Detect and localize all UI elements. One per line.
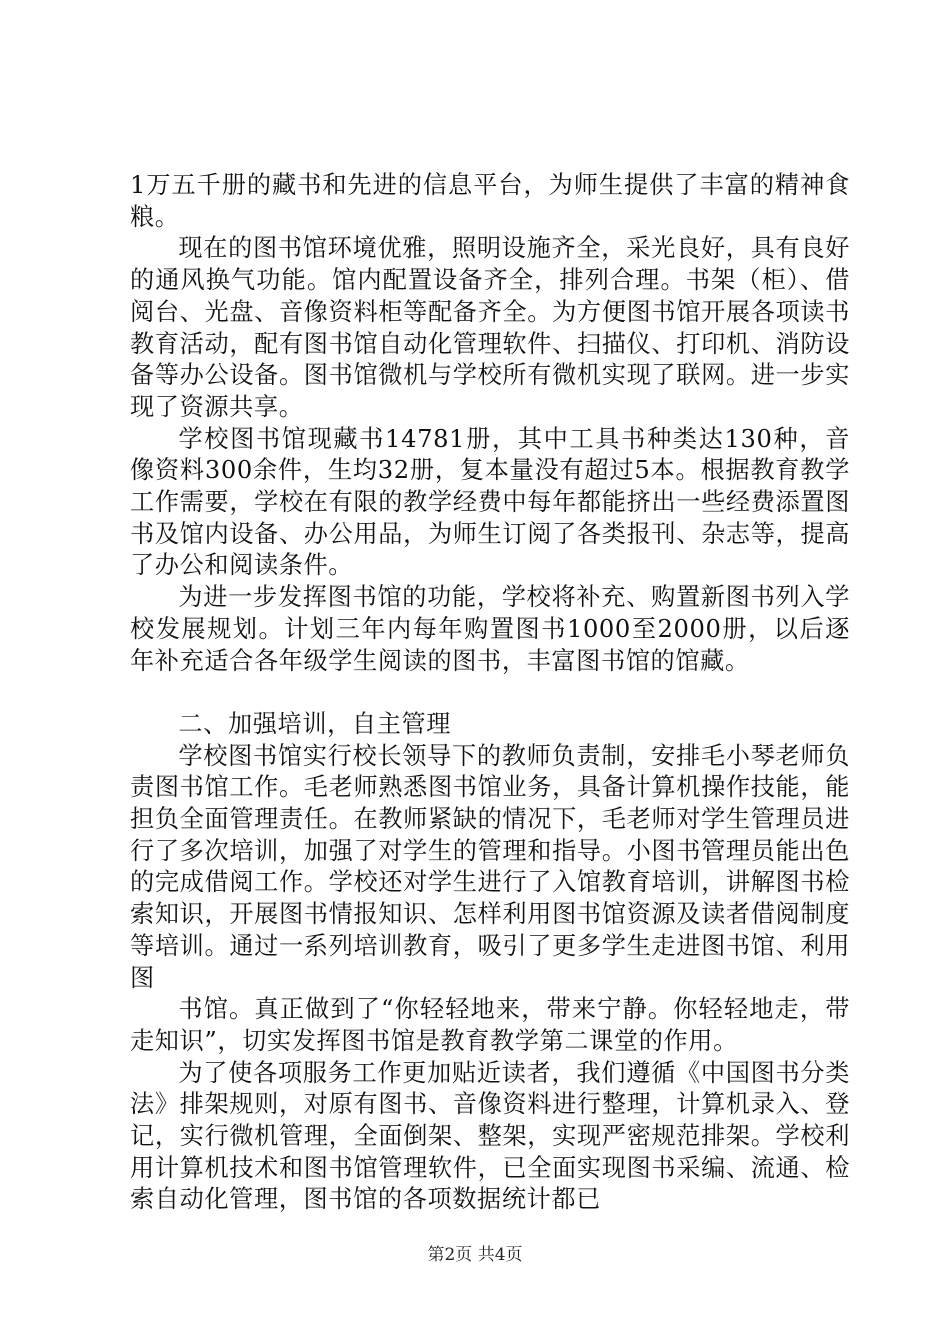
paragraph-collection-stats: 学校图书馆现藏书14781册，其中工具书种类达130种，音像资料300余件，生均32册，复本量没有超过5本。根据教育教学工作需要，学校在有限的教学经费中每年都能挤出一些经费添置图书及馆内设备、办公用品，为师生订阅了各类报刊、杂志等，提高了办公和阅读条件。: [130, 424, 850, 580]
paragraph-shelving-management: 为了使各项服务工作更加贴近读者，我们遵循《中国图书分类法》排架规则，对原有图书、音像资料进行整理，计算机录入、登记，实行微机管理，全面倒架、整架，实现严密规范排架。学校利用计算机技术和图书馆管理软件，已全面实现图书采编、流通、检索自动化管理，图书馆的各项数据统计都已: [130, 1058, 850, 1214]
blank-line: [130, 677, 850, 709]
paragraph-second-classroom: 书馆。真正做到了“你轻轻地来，带来宁静。你轻轻地走，带走知识”，切实发挥图书馆是教育教学第二课堂的作用。: [130, 995, 850, 1055]
paragraph-staff-training: 学校图书馆实行校长领导下的教师负责制，安排毛小琴老师负责图书馆工作。毛老师熟悉图书馆业务，具备计算机操作技能，能担负全面管理责任。在教师紧缺的情况下，毛老师对学生管理员进行了多次培训，加强了对学生的管理和指导。小图书管理员能出色的完成借阅工作。学校还对学生进行了入馆教育培训，讲解图书检索知识，开展图书情报知识、怎样利用图书馆资源及读者借阅制度等培训。通过一系列培训教育，吸引了更多学生走进图书馆、利用图: [130, 741, 850, 992]
paragraph-library-environment: 现在的图书馆环境优雅，照明设施齐全，采光良好，具有良好的通风换气功能。馆内配置设备齐全，排列合理。书架（柜）、借阅台、光盘、音像资料柜等配备齐全。为方便图书馆开展各项读书教育活动，配有图书馆自动化管理软件、扫描仪、打印机、消防设备等办公设备。图书馆微机与学校所有微机实现了联网。进一步实现了资源共享。: [130, 234, 850, 421]
document-body: [130, 170, 850, 1216]
section-heading: 二、加强培训，自主管理: [178, 709, 452, 738]
page-footer: 第2页 共4页: [427, 1245, 523, 1265]
paragraph-development-plan: 为进一步发挥图书馆的功能，学校将补充、购置新图书列入学校发展规划。计划三年内每年购置图书1000至2000册，以后逐年补充适合各年级学生阅读的图书，丰富图书馆的馆藏。: [130, 583, 850, 675]
paragraph-collection-summary: 1万五千册的藏书和先进的信息平台，为师生提供了丰富的精神食粮。: [130, 171, 850, 231]
